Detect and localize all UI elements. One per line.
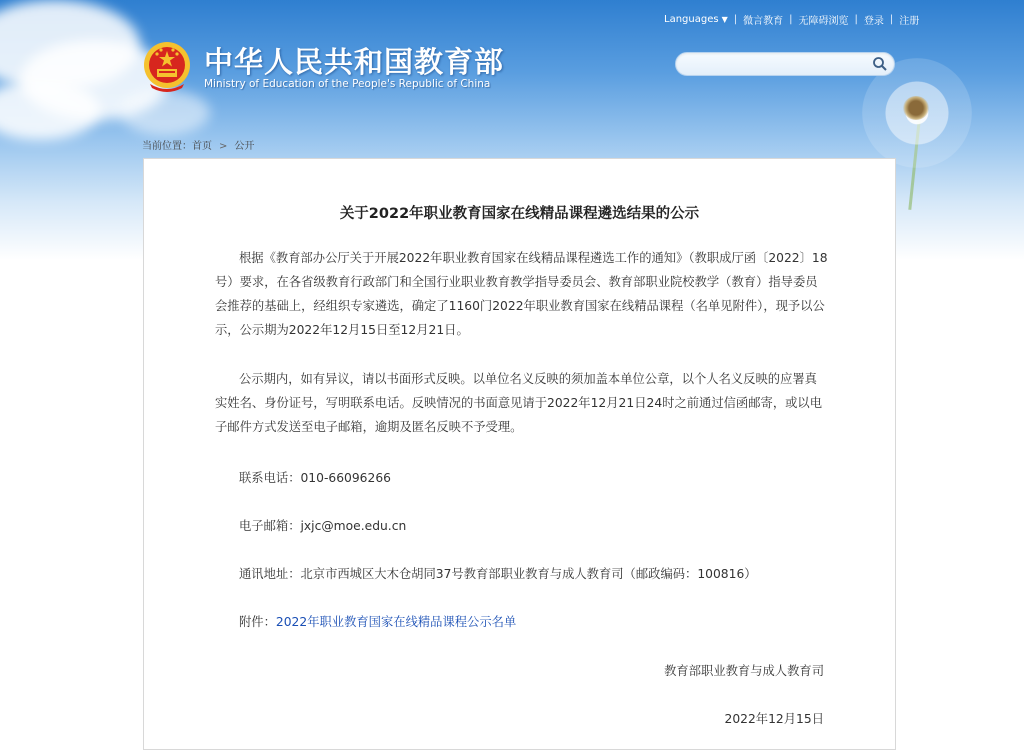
breadcrumb bbox=[142, 137, 254, 152]
article-paragraph: 公示期内，如有异议，请以书面形式反映。以单位名义反映的须加盖本单位公章，以个人名义反映的应署真实姓名、身份证号，写明联系电话。反映情况的书面意见请于2022年12月21日24时之前通过信函邮寄，或以电子邮件方式发送至电子邮箱，逾期及匿名反映不予受理。 bbox=[215, 372, 823, 434]
contact-email: 电子邮箱：jxjc@moe.edu.cn bbox=[239, 519, 407, 533]
breadcrumb-separator: > bbox=[219, 141, 228, 152]
site-subtitle: Ministry of Education of the People's Republic of China bbox=[204, 78, 491, 90]
signature-org: 教育部职业教育与成人教育司 bbox=[664, 664, 824, 678]
breadcrumb-home[interactable]: 首页 bbox=[192, 141, 212, 152]
attachment-line bbox=[239, 612, 516, 630]
page-title: 关于2022年职业教育国家在线精品课程遴选结果的公示 bbox=[339, 206, 700, 222]
magnifier-icon[interactable] bbox=[872, 56, 888, 72]
divider: | bbox=[889, 14, 894, 25]
contact-phone: 联系电话：010-66096266 bbox=[239, 471, 391, 485]
cloud-decoration bbox=[120, 90, 210, 135]
languages-link[interactable]: Languages ▼ bbox=[664, 14, 728, 25]
register-link[interactable]: 注册 bbox=[899, 16, 920, 27]
search-input[interactable] bbox=[675, 52, 895, 76]
national-emblem-icon[interactable] bbox=[142, 40, 192, 94]
dandelion-decoration bbox=[903, 96, 929, 120]
site-title[interactable]: 中华人民共和国教育部 bbox=[204, 45, 505, 79]
weiyan-link[interactable]: 微言教育 bbox=[743, 16, 784, 27]
article-panel bbox=[143, 158, 896, 750]
accessibility-link[interactable]: 无障碍浏览 bbox=[798, 16, 849, 27]
top-links bbox=[664, 12, 919, 27]
divider: | bbox=[854, 14, 858, 25]
divider: | bbox=[789, 14, 793, 25]
article-paragraph: 根据《教育部办公厅关于开展2022年职业教育国家在线精品课程遴选工作的通知》（教职成厅函〔2022〕18号）要求，在各省级教育行政部门和全国行业职业教育教学指导委员会、教育部职业院校教学（教育）指导委员会推荐的基础上，经组织专家遴选，确定了1160门2022年职业教育国家在线精品课程（名单见附件），现予以公示，公示期为2022年12月15日至12月21日。 bbox=[215, 251, 828, 337]
contact-address: 通讯地址：北京市西城区大木仓胡同37号教育部职业教育与成人教育司（邮政编码：100816） bbox=[239, 567, 757, 581]
divider: | bbox=[733, 14, 738, 25]
attachment-label: 附件： bbox=[239, 615, 276, 629]
signature-date: 2022年12月15日 bbox=[724, 712, 824, 726]
login-link[interactable]: 登录 bbox=[863, 16, 884, 27]
attachment-link[interactable]: 2022年职业教育国家在线精品课程公示名单 bbox=[275, 615, 517, 629]
chevron-down-icon: ▼ bbox=[721, 15, 728, 24]
breadcrumb-current[interactable]: 公开 bbox=[234, 141, 255, 152]
breadcrumb-prefix: 当前位置： bbox=[142, 141, 192, 152]
